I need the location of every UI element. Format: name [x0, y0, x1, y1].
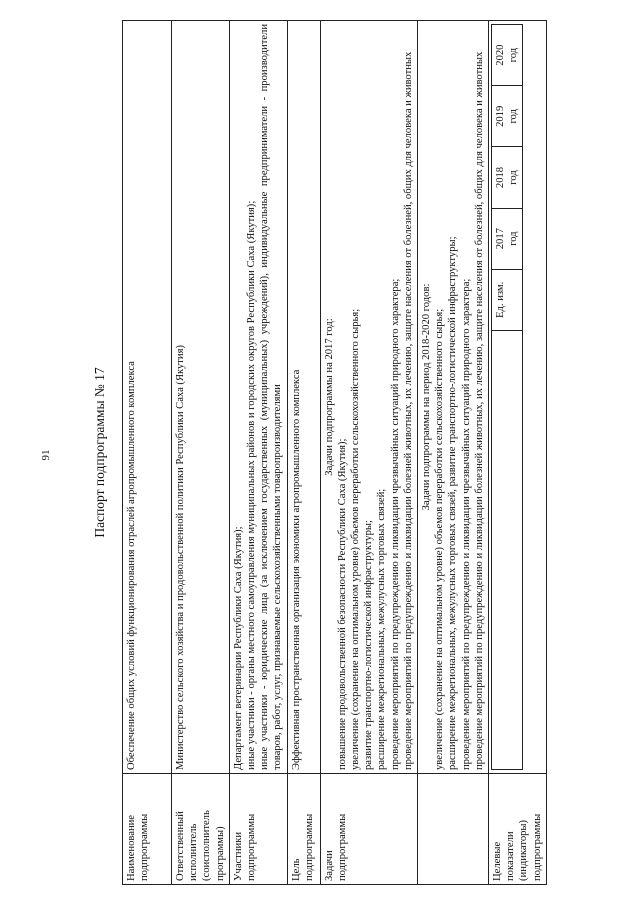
- task-item: проведение мероприятий по предупреждению и ликвидации болезней животных, их лечению, защите населения от болезней, общих для человека и животных: [473, 51, 485, 770]
- tasks-2018-heading: Задачи подпрограммы на период 2018-2020 годов:: [421, 283, 433, 511]
- year-header: [492, 25, 523, 86]
- task-item: расширение межрегиональных, межулусных торговых связей;: [376, 488, 388, 770]
- indicators-header: [489, 21, 547, 774]
- passport-table: [122, 20, 547, 885]
- row-tasks-2018-2020: [418, 21, 489, 885]
- task-item: развитие транспортно-логистической инфраструктуры;: [363, 520, 375, 770]
- label-line: показатели: [505, 831, 517, 881]
- task-item: проведение мероприятий по предупреждению и ликвидации чрезвычайных ситуаций природного характера;: [389, 278, 401, 770]
- label-line: Наименование: [126, 815, 137, 881]
- page-number: 91: [40, 449, 52, 461]
- label-cell: [287, 774, 320, 885]
- task-item: увеличение (сохранение на оптимальном уровне) объемов переработки сельскохозяйственного сырья;: [434, 308, 446, 770]
- participant-line: Департамент ветеринарии Республики Саха (Якутия);: [232, 526, 244, 770]
- year-value: 2018: [495, 166, 507, 189]
- year-header: [492, 208, 523, 269]
- task-item: проведение мероприятий по предупреждению и ликвидации чрезвычайных ситуаций природного характера;: [460, 278, 472, 770]
- indicators-header-row: [492, 25, 523, 770]
- goal-value: Эффективная пространственная организация экономики агропромышленного комплекса: [287, 21, 320, 774]
- label-line: подпрограммы: [246, 813, 258, 881]
- label-line: программы): [214, 826, 226, 881]
- task-item: повышение продовольственной безопасности Республики Саха (Якутия);: [336, 438, 348, 770]
- year-header: [492, 147, 523, 208]
- label-line: подпрограммы: [303, 813, 315, 881]
- task-item: расширение межрегиональных, межулусных торговых связей, развитие транспортно-логистической инфраструктуры;: [447, 236, 459, 770]
- label-line: подпрограммы: [531, 813, 543, 881]
- participant-line: иные участники - юридические лица (за исключением государственных (муниципальных) учреждений), индивидуальные предприниматели - производители товаров, работ, услуг, признаваемые сельскохозяйственными товаропроизводителями: [259, 24, 284, 770]
- task-item: увеличение (сохранение на оптимальном уровне) объемов переработки сельскохозяйственного сырья;: [350, 308, 362, 770]
- row-subprogram-name: [123, 21, 172, 885]
- label-line: Ответственный: [175, 811, 186, 881]
- participant-line: иные участники - органы местного самоуправления муниципальных районов и городских округов Республики Саха (Якутия);: [246, 200, 258, 770]
- label-line: (индикаторы): [518, 819, 530, 881]
- tasks-2017-heading: Задачи подпрограммы на 2017 год:: [323, 318, 335, 476]
- year-suffix: год: [508, 170, 520, 185]
- row-indicators: [489, 21, 547, 885]
- row-responsible-executor: [172, 21, 230, 885]
- label-line: подпрограммы: [139, 813, 151, 881]
- row-participants: [229, 21, 287, 885]
- year-header: [492, 86, 523, 147]
- row-tasks: [320, 21, 417, 885]
- task-item: проведение мероприятий по предупреждению и ликвидации болезней животных, их лечению, защите населения от болезней, общих для человека и животных: [402, 51, 414, 770]
- label-cell: [229, 774, 287, 885]
- label-cell: [489, 774, 547, 885]
- label-line: Задачи: [323, 850, 335, 881]
- year-suffix: год: [508, 231, 520, 246]
- indicator-name-spacer: [492, 330, 523, 769]
- label-line: (соисполнитель: [201, 810, 213, 881]
- passport-title: Паспорт подпрограммы № 17: [92, 367, 107, 538]
- responsible-executor-value: Министерство сельского хозяйства и продовольственной политики Республики Саха (Якутия): [172, 21, 230, 774]
- year-suffix: год: [508, 47, 520, 63]
- label-line: Целевые: [492, 841, 504, 881]
- label-cell: [320, 774, 417, 885]
- indicators-table: [491, 24, 523, 770]
- unit-header: Ед. изм.: [492, 269, 523, 330]
- row-goal: [287, 21, 320, 885]
- tasks-2018-value: [418, 21, 489, 774]
- label-cell: [123, 774, 172, 885]
- participants-value: [229, 21, 287, 774]
- year-value: 2020: [495, 44, 507, 66]
- year-suffix: год: [508, 109, 520, 124]
- label-line: Цель: [290, 858, 302, 881]
- label-line: исполнитель: [188, 823, 200, 881]
- year-value: 2019: [495, 105, 507, 127]
- label-cell: [172, 774, 230, 885]
- year-value: 2017: [495, 228, 507, 250]
- label-line: подпрограммы: [336, 813, 348, 881]
- subprogram-name-value: Обеспечение общих условий функционирования отраслей агропромышленного комплекса: [123, 21, 172, 774]
- label-cell-empty: [418, 774, 489, 885]
- tasks-2017-value: [320, 21, 417, 774]
- label-line: Участники: [232, 831, 244, 881]
